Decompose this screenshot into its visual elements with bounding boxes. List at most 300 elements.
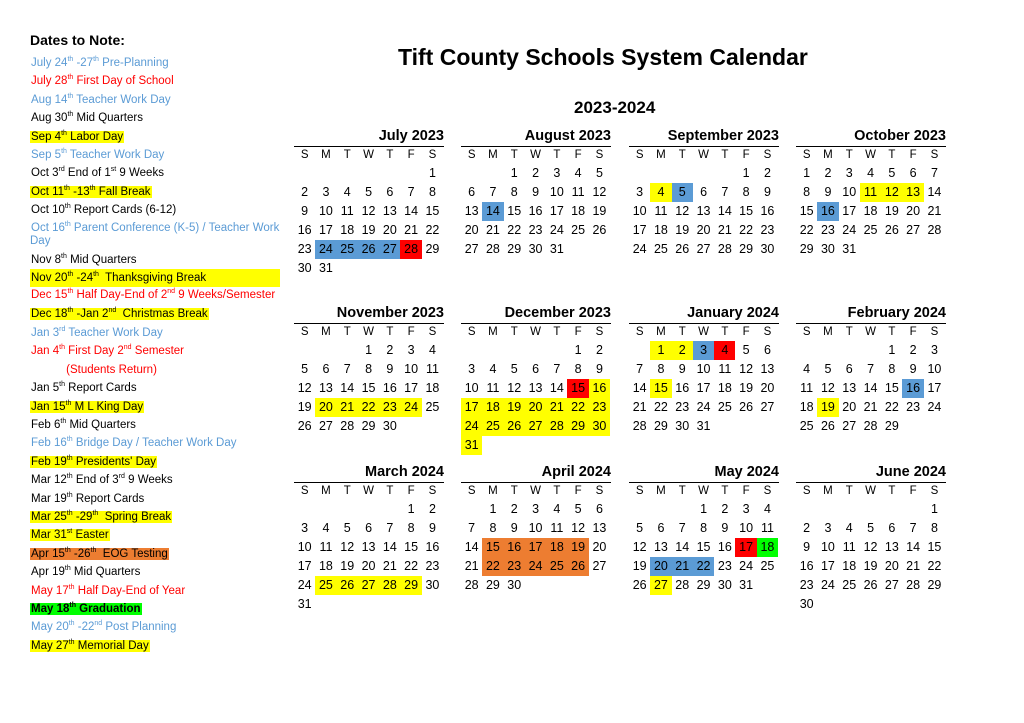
- note-text: Oct 3rd End of 1st 9 Weeks: [31, 166, 164, 180]
- day-cell: 27: [464, 242, 479, 256]
- day-cell: 25: [482, 417, 503, 436]
- empty-cell: [546, 341, 567, 360]
- day-cell: 21: [382, 559, 397, 573]
- day-cell: 16: [799, 559, 814, 573]
- day-cell: 8: [489, 521, 497, 535]
- note-item: [30, 91, 280, 109]
- day-cell: 10: [632, 204, 647, 218]
- day-cell: 4: [343, 185, 351, 199]
- day-cell: 17: [927, 381, 942, 395]
- day-cell: 23: [589, 398, 610, 417]
- day-cell: 8: [428, 185, 436, 199]
- weekday-header: T: [845, 149, 853, 161]
- day-cell: 8: [574, 362, 582, 376]
- day-cell: 20: [382, 223, 397, 237]
- day-cell: 16: [589, 379, 610, 398]
- weekday-header: S: [635, 485, 644, 497]
- day-cell: 5: [824, 362, 832, 376]
- day-cell: 20: [361, 559, 376, 573]
- day-cell: 4: [845, 521, 853, 535]
- month-grid: [461, 146, 611, 259]
- day-cell: 4: [763, 502, 771, 516]
- weekday-header: F: [574, 149, 582, 161]
- day-cell: 13: [382, 204, 397, 218]
- weekday-header: S: [467, 326, 476, 338]
- day-cell: 11: [760, 521, 774, 535]
- day-cell: 7: [468, 521, 476, 535]
- empty-cell: [461, 341, 482, 360]
- weekday-header: S: [467, 149, 476, 161]
- dates-to-note-title: Dates to Note:: [30, 32, 125, 48]
- day-cell: 31: [842, 242, 857, 256]
- weekday-header: T: [553, 326, 561, 338]
- weekday-header: S: [428, 485, 437, 497]
- day-cell: 12: [881, 183, 902, 202]
- day-cell: 11: [571, 185, 585, 199]
- day-cell: 1: [742, 166, 750, 180]
- day-cell: 7: [386, 521, 394, 535]
- day-cell: 26: [739, 400, 754, 414]
- weekday-header: W: [865, 326, 876, 338]
- weekday-header: M: [321, 149, 331, 161]
- day-cell: 25: [799, 419, 814, 433]
- day-cell: 6: [322, 362, 330, 376]
- day-cell: 26: [358, 240, 379, 259]
- note-text: Mar 31st Easter: [31, 528, 109, 542]
- day-cell: 20: [696, 223, 711, 237]
- day-cell: 24: [696, 400, 711, 414]
- day-cell: 4: [867, 166, 875, 180]
- day-cell: 24: [842, 223, 857, 237]
- day-cell: 14: [382, 540, 397, 554]
- day-cell: 13: [464, 204, 479, 218]
- note-item: [30, 251, 280, 269]
- month-title: February 2024: [847, 305, 946, 321]
- day-cell: 18: [425, 381, 440, 395]
- note-text: Oct 16th Parent Conference (K-5) / Teacher Work Day: [30, 220, 280, 247]
- weekday-header: T: [386, 326, 394, 338]
- note-item: [30, 109, 280, 127]
- day-cell: 9: [763, 185, 771, 199]
- day-cell: 8: [803, 185, 811, 199]
- day-cell: 8: [930, 521, 938, 535]
- weekday-header: T: [678, 326, 686, 338]
- day-cell: 14: [675, 540, 690, 554]
- weekday-header: W: [865, 149, 876, 161]
- day-cell: 10: [528, 521, 543, 535]
- day-cell: 9: [824, 185, 832, 199]
- empty-cell: [482, 164, 503, 183]
- weekday-header: W: [530, 485, 541, 497]
- day-cell: 22: [404, 559, 419, 573]
- day-cell: 22: [884, 400, 899, 414]
- weekday-header: S: [802, 485, 811, 497]
- day-cell: 16: [425, 540, 440, 554]
- day-cell: 24: [297, 578, 312, 592]
- day-cell: 1: [510, 166, 518, 180]
- day-cell: 13: [592, 521, 607, 535]
- day-cell: 14: [340, 381, 355, 395]
- day-cell: 2: [595, 343, 603, 357]
- day-cell: 25: [571, 223, 586, 237]
- day-cell: 15: [696, 540, 711, 554]
- empty-cell: [379, 164, 400, 183]
- weekday-header: F: [407, 149, 415, 161]
- day-cell: 30: [382, 419, 397, 433]
- note-item: [30, 164, 280, 182]
- weekday-header: T: [678, 149, 686, 161]
- day-cell: 1: [365, 343, 373, 357]
- day-cell: 28: [906, 578, 921, 592]
- day-cell: 1: [650, 341, 671, 360]
- day-cell: 4: [489, 362, 497, 376]
- day-cell: 30: [528, 242, 543, 256]
- day-cell: 17: [525, 538, 546, 557]
- month-title: March 2024: [365, 464, 444, 480]
- weekday-header: S: [428, 149, 437, 161]
- weekday-header: T: [721, 326, 729, 338]
- empty-cell: [629, 341, 650, 360]
- day-cell: 8: [700, 521, 708, 535]
- day-cell: 23: [906, 400, 921, 414]
- day-cell: 25: [546, 557, 567, 576]
- weekday-header: T: [888, 326, 896, 338]
- day-cell: 5: [636, 521, 644, 535]
- day-cell: 20: [650, 557, 671, 576]
- day-cell: 9: [428, 521, 436, 535]
- weekday-header: F: [407, 485, 415, 497]
- empty-cell: [881, 500, 902, 519]
- weekday-header: W: [530, 326, 541, 338]
- weekday-header: S: [595, 326, 604, 338]
- day-cell: 10: [696, 362, 711, 376]
- day-cell: 16: [382, 381, 397, 395]
- month-grid: [796, 323, 946, 436]
- day-cell: 2: [909, 343, 917, 357]
- note-text: Sep 5th Teacher Work Day: [31, 148, 165, 162]
- day-cell: 22: [507, 223, 522, 237]
- note-text: May 17th Half Day-End of Year: [31, 583, 186, 597]
- day-cell: 24: [549, 223, 564, 237]
- day-cell: 23: [528, 223, 543, 237]
- month-calendar: [294, 127, 444, 278]
- day-cell: 12: [340, 540, 355, 554]
- day-cell: 19: [567, 538, 588, 557]
- weekday-header: S: [467, 485, 476, 497]
- day-cell: 21: [337, 398, 358, 417]
- day-cell: 28: [379, 576, 400, 595]
- day-cell: 4: [714, 341, 735, 360]
- day-cell: 3: [636, 185, 644, 199]
- day-cell: 13: [842, 381, 857, 395]
- day-cell: 20: [464, 223, 479, 237]
- note-item: [30, 526, 280, 544]
- weekday-header: T: [888, 485, 896, 497]
- day-cell: 31: [549, 242, 564, 256]
- day-cell: 5: [365, 185, 373, 199]
- day-cell: 15: [739, 204, 754, 218]
- day-cell: 21: [717, 223, 732, 237]
- weekday-header: M: [488, 149, 498, 161]
- month-calendar: [629, 127, 779, 259]
- note-text: Mar 19th Report Cards: [31, 491, 145, 505]
- day-cell: 27: [760, 400, 775, 414]
- note-item: [30, 342, 280, 360]
- day-cell: 8: [365, 362, 373, 376]
- weekday-header: M: [656, 326, 666, 338]
- note-text: Apr 19th Mid Quarters: [31, 565, 141, 579]
- empty-cell: [504, 341, 525, 360]
- day-cell: 30: [589, 417, 610, 436]
- weekday-header: W: [698, 326, 709, 338]
- weekday-header: F: [909, 149, 917, 161]
- day-cell: 21: [464, 559, 479, 573]
- note-text: Feb 6th Mid Quarters: [31, 418, 136, 431]
- month-grid: [294, 146, 444, 278]
- day-cell: 29: [927, 578, 942, 592]
- day-cell: 16: [504, 538, 525, 557]
- day-cell: 25: [337, 240, 358, 259]
- day-cell: 6: [909, 166, 917, 180]
- weekday-header: M: [823, 326, 833, 338]
- empty-cell: [337, 164, 358, 183]
- day-cell: 29: [739, 242, 754, 256]
- weekday-header: S: [763, 485, 772, 497]
- day-cell: 2: [386, 343, 394, 357]
- day-cell: 23: [820, 223, 835, 237]
- weekday-header: T: [386, 485, 394, 497]
- empty-cell: [714, 164, 735, 183]
- day-cell: 26: [632, 578, 647, 592]
- day-cell: 13: [902, 183, 923, 202]
- day-cell: 4: [650, 183, 671, 202]
- note-text: Nov 8th Mid Quarters: [31, 252, 137, 266]
- day-cell: 22: [425, 223, 440, 237]
- note-item: [30, 305, 280, 323]
- weekday-header: F: [574, 485, 582, 497]
- day-cell: 7: [407, 185, 415, 199]
- day-cell: 27: [318, 419, 333, 433]
- day-cell: 1: [700, 502, 708, 516]
- day-cell: 26: [820, 419, 835, 433]
- day-cell: 21: [927, 204, 942, 218]
- note-text: Mar 12th End of 3rd 9 Weeks: [31, 473, 173, 487]
- day-cell: 12: [675, 204, 690, 218]
- note-item: [30, 201, 280, 219]
- day-cell: 16: [297, 223, 312, 237]
- note-text: Nov 20th -24th Thanksgiving Break: [31, 271, 207, 285]
- empty-cell: [315, 341, 336, 360]
- day-cell: 31: [696, 419, 711, 433]
- day-cell: 11: [718, 362, 732, 376]
- empty-cell: [693, 164, 714, 183]
- empty-cell: [817, 341, 838, 360]
- day-cell: 16: [528, 204, 543, 218]
- day-cell: 6: [700, 185, 708, 199]
- weekday-header: T: [845, 485, 853, 497]
- day-cell: 5: [888, 166, 896, 180]
- day-cell: 30: [425, 578, 440, 592]
- note-text: Jan 4th First Day 2nd Semester: [31, 344, 184, 358]
- note-item: [30, 128, 280, 146]
- month-calendar: [294, 463, 444, 614]
- day-cell: 22: [927, 559, 942, 573]
- month-title: June 2024: [875, 464, 946, 480]
- day-cell: 6: [532, 362, 540, 376]
- empty-cell: [629, 500, 650, 519]
- day-cell: 11: [340, 204, 354, 218]
- day-cell: 15: [650, 379, 671, 398]
- day-cell: 23: [504, 557, 525, 576]
- day-cell: 24: [461, 417, 482, 436]
- month-title: November 2023: [336, 305, 444, 321]
- day-cell: 13: [653, 540, 668, 554]
- day-cell: 1: [888, 343, 896, 357]
- month-grid: [294, 323, 444, 436]
- weekday-header: T: [343, 485, 351, 497]
- day-cell: 11: [425, 362, 439, 376]
- day-cell: 5: [574, 502, 582, 516]
- day-cell: 8: [657, 362, 665, 376]
- day-cell: 9: [510, 521, 518, 535]
- weekday-header: W: [698, 485, 709, 497]
- day-cell: 2: [763, 166, 771, 180]
- day-cell: 30: [717, 578, 732, 592]
- day-cell: 11: [486, 381, 500, 395]
- day-cell: 7: [489, 185, 497, 199]
- month-calendar: [629, 304, 779, 436]
- day-cell: 24: [400, 398, 421, 417]
- day-cell: 10: [739, 521, 754, 535]
- day-cell: 23: [675, 400, 690, 414]
- day-cell: 19: [504, 398, 525, 417]
- day-cell: 10: [297, 540, 312, 554]
- day-cell: 18: [717, 381, 732, 395]
- day-cell: 28: [464, 578, 479, 592]
- weekday-header: M: [321, 326, 331, 338]
- month-grid: [629, 482, 779, 595]
- weekday-header: M: [488, 326, 498, 338]
- day-cell: 3: [322, 185, 330, 199]
- day-cell: 22: [799, 223, 814, 237]
- day-cell: 5: [867, 521, 875, 535]
- note-item: [30, 618, 280, 636]
- day-cell: 4: [428, 343, 436, 357]
- day-cell: 2: [510, 502, 518, 516]
- day-cell: 17: [696, 381, 711, 395]
- note-text: Feb 19th Presidents' Day: [31, 454, 157, 468]
- empty-cell: [902, 500, 923, 519]
- day-cell: 29: [361, 419, 376, 433]
- day-cell: 18: [799, 400, 814, 414]
- day-cell: 16: [902, 379, 923, 398]
- day-cell: 28: [400, 240, 421, 259]
- weekday-header: F: [742, 149, 750, 161]
- day-cell: 18: [340, 223, 355, 237]
- day-cell: 17: [842, 204, 857, 218]
- day-cell: 19: [675, 223, 690, 237]
- note-text: Jan 3rd Teacher Work Day: [31, 326, 163, 339]
- weekday-header: T: [888, 149, 896, 161]
- note-text: Oct 10th Report Cards (6-12): [31, 203, 177, 217]
- day-cell: 5: [510, 362, 518, 376]
- day-cell: 27: [379, 240, 400, 259]
- note-item: [30, 183, 280, 201]
- day-cell: 16: [760, 204, 775, 218]
- empty-cell: [461, 164, 482, 183]
- day-cell: 8: [407, 521, 415, 535]
- weekday-header: T: [553, 485, 561, 497]
- month-title: December 2023: [504, 305, 611, 321]
- note-item: [30, 287, 280, 305]
- day-cell: 23: [717, 559, 732, 573]
- day-cell: 19: [361, 223, 376, 237]
- day-cell: 29: [400, 576, 421, 595]
- month-grid: [461, 482, 611, 595]
- day-cell: 19: [884, 204, 899, 218]
- day-cell: 18: [482, 398, 503, 417]
- weekday-header: F: [742, 326, 750, 338]
- day-cell: 11: [800, 381, 814, 395]
- day-cell: 10: [404, 362, 419, 376]
- day-cell: 2: [428, 502, 436, 516]
- day-cell: 10: [842, 185, 857, 199]
- day-cell: 30: [760, 242, 775, 256]
- day-cell: 24: [525, 557, 546, 576]
- note-text: Aug 30th Mid Quarters: [31, 111, 143, 125]
- day-cell: 5: [672, 183, 693, 202]
- day-cell: 30: [799, 597, 814, 611]
- day-cell: 26: [675, 242, 690, 256]
- empty-cell: [461, 500, 482, 519]
- day-cell: 10: [927, 362, 942, 376]
- day-cell: 25: [653, 242, 668, 256]
- empty-cell: [839, 500, 860, 519]
- day-cell: 5: [343, 521, 351, 535]
- day-cell: 15: [482, 538, 503, 557]
- weekday-header: S: [300, 485, 309, 497]
- day-cell: 3: [845, 166, 853, 180]
- day-cell: 22: [739, 223, 754, 237]
- day-cell: 9: [532, 185, 540, 199]
- day-cell: 27: [884, 578, 899, 592]
- empty-cell: [650, 500, 671, 519]
- note-item: [30, 416, 280, 434]
- note-text: Sep 4th Labor Day: [31, 129, 124, 143]
- day-cell: 29: [567, 417, 588, 436]
- day-cell: 30: [507, 578, 522, 592]
- month-calendar: [796, 463, 946, 614]
- day-cell: 14: [863, 381, 878, 395]
- month-calendar: [796, 127, 946, 259]
- note-item: [30, 434, 280, 452]
- empty-cell: [482, 341, 503, 360]
- day-cell: 21: [404, 223, 419, 237]
- day-cell: 18: [318, 559, 333, 573]
- day-cell: 20: [842, 400, 857, 414]
- empty-cell: [315, 164, 336, 183]
- day-cell: 27: [906, 223, 921, 237]
- day-cell: 14: [717, 204, 732, 218]
- note-text: Dec 18th -Jan 2nd Christmas Break: [31, 307, 208, 321]
- weekday-header: T: [510, 149, 518, 161]
- weekday-header: T: [510, 326, 518, 338]
- day-cell: 29: [696, 578, 711, 592]
- day-cell: 15: [404, 540, 419, 554]
- day-cell: 3: [407, 343, 415, 357]
- day-cell: 19: [739, 381, 754, 395]
- day-cell: 24: [820, 578, 835, 592]
